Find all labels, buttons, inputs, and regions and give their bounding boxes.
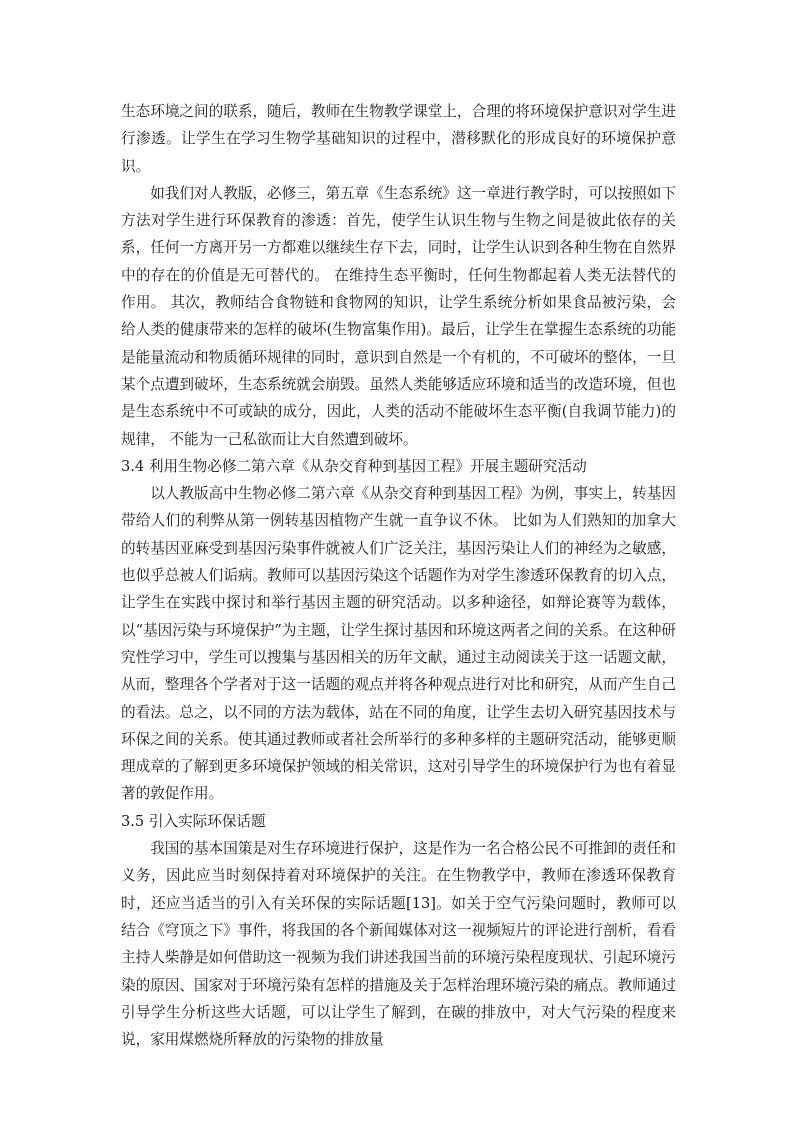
- section-heading-3-4: 3.4 利用生物必修二第六章《从杂交育种到基因工程》开展主题研究活动: [121, 457, 587, 475]
- paragraph-3: 以人教版高中生物必修二第六章《从杂交育种到基因工程》为例，事实上，转基因带给人们的利弊从第一例转基因植物产生就一直争议不休。 比如为人们熟知的加拿大的转基因亚麻受到基因污染事件就被人们广泛关注，基因污染让人们的神经为之敏感，也似乎总被人们诟病。教师可以基因污染这个话题作为对学生渗透环保教育的切入点，让学生在实践中探讨和举行基因主题的研究活动。以多种途径，如辩论赛等为载体，以“基因污染与环境保护”为主题，让学生探讨基因和环境这两者之间的关系。在这种研究性学习中，学生可以搜集与基因相关的历年文献，通过主动阅读关于这一话题文献，从而，整理各个学者对于这一话题的观点并将各种观点进行对比和研究，从而产生自己的看法。总之，以不同的方法为载体，站在不同的角度，让学生去切入研究基因技术与环保之间的关系。使其通过教师或者社会所举行的多种多样的主题研究活动，能够更顺理成章的了解到更多环境保护领域的相关常识，这对引导学生的环境保护行为也有着显著的敦促作用。: [121, 485, 676, 803]
- paragraph-2: 如我们对人教版，必修三，第五章《生态系统》这一章进行教学时，可以按照如下方法对学生进行环保教育的渗透：首先，使学生认识生物与生物之间是彼此依存的关系，任何一方离开另一方都难以继续生存下去，同时，让学生认识到各种生物在自然界中的存在的价值是无可替代的。 在维持生态平衡时，任何生物都起着人类无法替代的作用。 其次，教师结合食物链和食物网的知识，让学生系统分析如果食品被污染，会给人类的健康带来的怎样的破坏(生物富集作用)。最后，让学生在掌握生态系统的功能是能量流动和物质循环规律的同时，意识到自然是一个有机的，不可破坏的整体，一旦某个点遭到破坏，生态系统就会崩毁。虽然人类能够适应环境和适当的改造环境，但也是生态系统中不可或缺的成分，因此，人类的活动不能破坏生态平衡(自我调节能力)的规律， 不能为一己私欲而让大自然遭到破坏。: [121, 184, 676, 448]
- section-heading-3-5: 3.5 引入实际环保话题: [121, 812, 266, 830]
- document-page: [121, 98, 676, 1053]
- paragraph-1: 生态环境之间的联系，随后，教师在生物教学课堂上，合理的将环境保护意识对学生进行渗透。让学生在学习生物学基础知识的过程中，潜移默化的形成良好的环境保护意识。: [121, 103, 676, 175]
- paragraph-4: 我国的基本国策是对生存环境进行保护，这是作为一名合格公民不可推卸的责任和义务，因此应当时刻保持着对环境保护的关注。在生物教学中，教师在渗透环保教育时，还应当适当的引入有关环保的实际话题[13]。如关于空气污染问题时，教师可以结合《穹顶之下》事件，将我国的各个新闻媒体对这一视频短片的评论进行剖析，看看主持人柴静是如何借助这一视频为我们讲述我国当前的环境污染程度现状、引起环境污染的原因、国家对于环境污染有怎样的措施及关于怎样治理环境污染的痛点。教师通过引导学生分析这些大话题，可以让学生了解到，在碳的排放中，对大气污染的程度来说，家用煤燃烧所释放的污染物的排放量: [121, 840, 676, 1049]
